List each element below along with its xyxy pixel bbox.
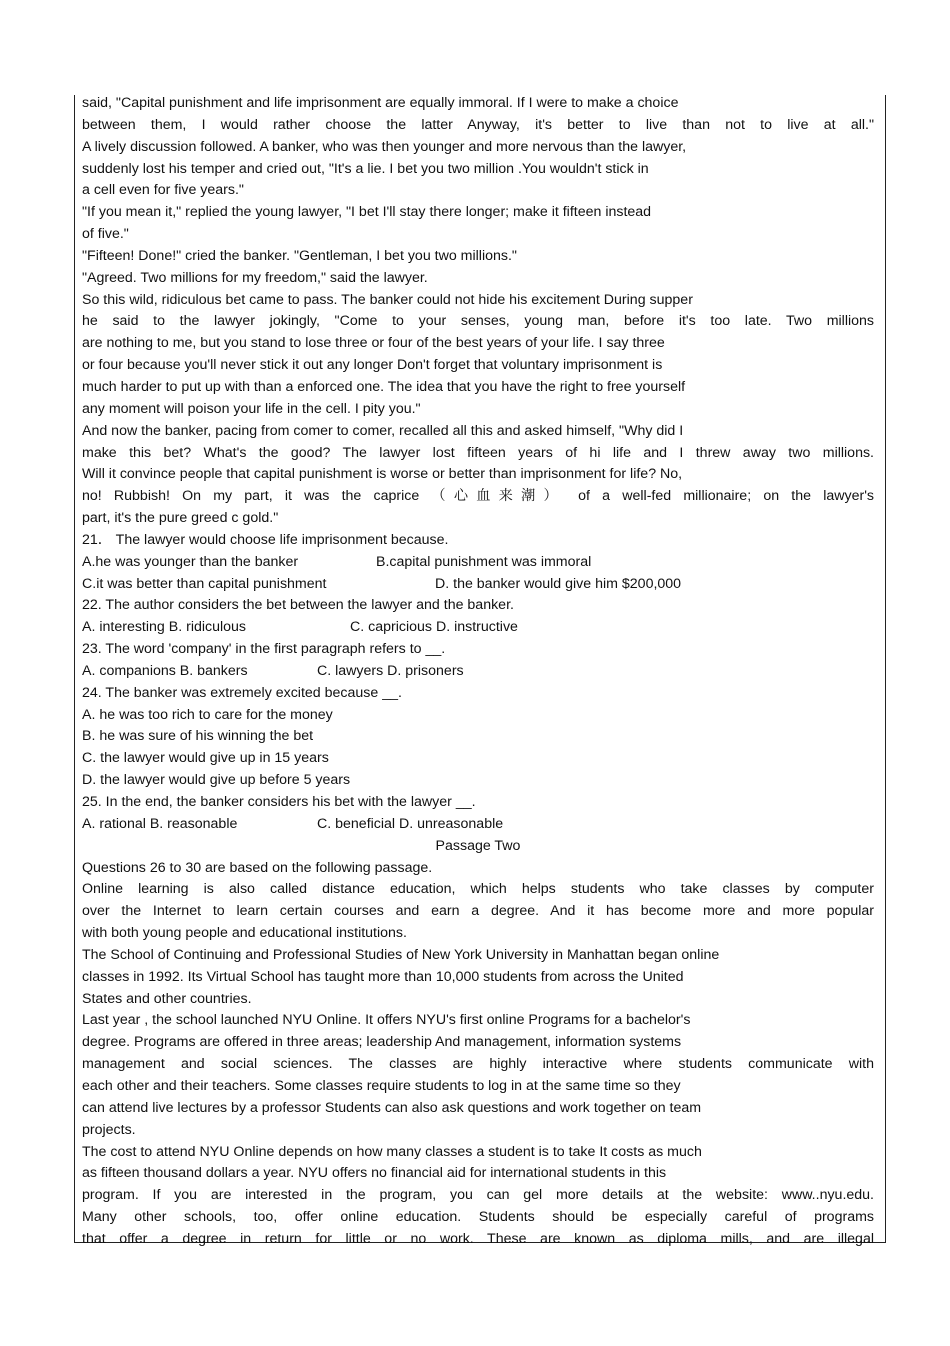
question-21-options — [82, 552, 874, 574]
text-line: "Agreed. Two millions for my freedom," said the lawyer. — [82, 269, 428, 286]
question-22-options — [82, 617, 874, 639]
passage-two — [82, 836, 874, 1251]
question-21-stem: 21． The lawyer would choose life imprisonment because. — [82, 531, 449, 548]
text-line: are nothing to me, but you stand to lose three or four of the best years of your life. I say three — [82, 335, 665, 352]
option-b: B.capital punishment was immoral — [376, 553, 592, 570]
question-25-stem: 25. In the end, the banker considers his bet with the lawyer __. — [82, 794, 476, 810]
option-group: A. interesting B. ridiculous — [82, 619, 247, 636]
passage-intro: Questions 26 to 30 are based on the following passage. — [82, 859, 433, 876]
text-line: And now the banker, pacing from comer to comer, recalled all this and asked himself, "Why did I — [82, 422, 684, 439]
text-line: he said to the lawyer jokingly, "Come to your senses, young man, before it's too late. Two millions — [82, 313, 874, 330]
text-line: management and social sciences. The classes are highly interactive where students communicate with — [82, 1056, 874, 1073]
text-line: Last year , the school launched NYU Online. It offers NYU's first online Programs for a bachelor's — [82, 1012, 691, 1029]
text-line: or four because you'll never stick it out any longer Don't forget that voluntary imprisonment is — [82, 357, 663, 374]
text-line: States and other countries. — [82, 990, 252, 1007]
question-block — [82, 530, 874, 836]
option-d: D. the lawyer would give up before 5 years — [82, 772, 351, 789]
text-line: part, it's the pure greed c gold." — [82, 510, 279, 527]
passage-one — [82, 93, 874, 530]
question-21-options — [82, 574, 874, 596]
text-line: as fifteen thousand dollars a year. NYU offers no financial aid for international students in this — [82, 1165, 667, 1182]
text-line: over the Internet to learn certain courses and earn a degree. And it has become more and more popular — [82, 903, 874, 920]
option-a: A.he was younger than the banker — [82, 553, 299, 570]
option-group: A. companions B. bankers — [82, 662, 248, 679]
text-line: a cell even for five years." — [82, 182, 244, 199]
text-line: of five." — [82, 226, 129, 243]
text-line: much harder to put up with than a enforced one. The idea that you have the right to free yourself — [82, 378, 686, 395]
text-line: suddenly lost his temper and cried out, "It's a lie. I bet you two million .You wouldn't stick in — [82, 160, 649, 177]
text-line: projects. — [82, 1121, 136, 1138]
text-line: each other and their teachers. Some classes require students to log in at the same time so they — [82, 1077, 681, 1094]
option-c: C.it was better than capital punishment — [82, 575, 327, 592]
text-line: "Fifteen! Done!" cried the banker. "Gentleman, I bet you two millions." — [82, 247, 517, 264]
text-line: The cost to attend NYU Online depends on how many classes a student is to take It costs as much — [82, 1143, 702, 1160]
text-line: any moment will poison your life in the cell. I pity you." — [82, 400, 421, 417]
question-23-options — [82, 661, 874, 683]
option-group: C. beneficial D. unreasonable — [317, 815, 504, 832]
option-d: D. the banker would give him $200,000 — [435, 575, 682, 592]
option-c: C. the lawyer would give up in 15 years — [82, 750, 329, 767]
option-a: A. he was too rich to care for the money — [82, 706, 333, 723]
text-line: with both young people and educational institutions. — [82, 925, 407, 942]
option-group: C. lawyers D. prisoners — [317, 662, 464, 679]
text-line: "If you mean it," replied the young lawyer, "I bet I'll stay there longer; make it fifteen instead — [82, 204, 652, 221]
question-23-stem: 23. The word 'company' in the first paragraph refers to __. — [82, 641, 446, 658]
text-line: Online learning is also called distance education, which helps students who take classes by computer — [82, 881, 874, 898]
text-line: between them, I would rather choose the latter Anyway, it's better to live than not to live at all." — [82, 116, 874, 133]
document-body — [82, 93, 874, 1251]
text-line: classes in 1992. Its Virtual School has taught more than 10,000 students from across the United — [82, 968, 684, 985]
text-line: The School of Continuing and Professional Studies of New York University in Manhattan began online — [82, 946, 720, 963]
text-line: program. If you are interested in the program, you can gel more details at the website: www..nyu.edu. — [82, 1187, 874, 1204]
text-line: Will it convince people that capital punishment is worse or better than imprisonment for life? No, — [82, 466, 683, 483]
text-line: So this wild, ridiculous bet came to pass. The banker could not hide his excitement During supper — [82, 291, 693, 308]
question-24-stem: 24. The banker was extremely excited because __. — [82, 684, 402, 701]
option-group: A. rational B. reasonable — [82, 815, 238, 832]
text-line: said, "Capital punishment and life imprisonment are equally immoral. If I were to make a choice — [82, 95, 679, 111]
text-line: Many other schools, too, offer online education. Students should be especially careful of programs — [82, 1209, 874, 1226]
text-line: A lively discussion followed. A banker, who was then younger and more nervous than the lawyer, — [82, 138, 687, 155]
passage-title: Passage Two — [435, 837, 521, 854]
text-line: no! Rubbish! On my part, it was the caprice （心血来潮） of a well-fed millionaire; on the lawyer's — [82, 488, 874, 505]
text-line: can attend live lectures by a professor Students can also ask questions and work together on team — [82, 1099, 702, 1116]
option-b: B. he was sure of his winning the bet — [82, 728, 314, 745]
text-line: that offer a degree in return for little or no work. These are known as diploma mills, and are illegal — [82, 1230, 874, 1247]
question-25-options — [82, 814, 874, 836]
text-line: degree. Programs are offered in three areas; leadership And management, information systems — [82, 1034, 682, 1051]
text-line: make this bet? What's the good? The lawyer lost fifteen years of hi life and I threw away two millions. — [82, 444, 874, 461]
option-group: C. capricious D. instructive — [350, 619, 518, 636]
question-22-stem: 22. The author considers the bet between the lawyer and the banker. — [82, 597, 514, 614]
